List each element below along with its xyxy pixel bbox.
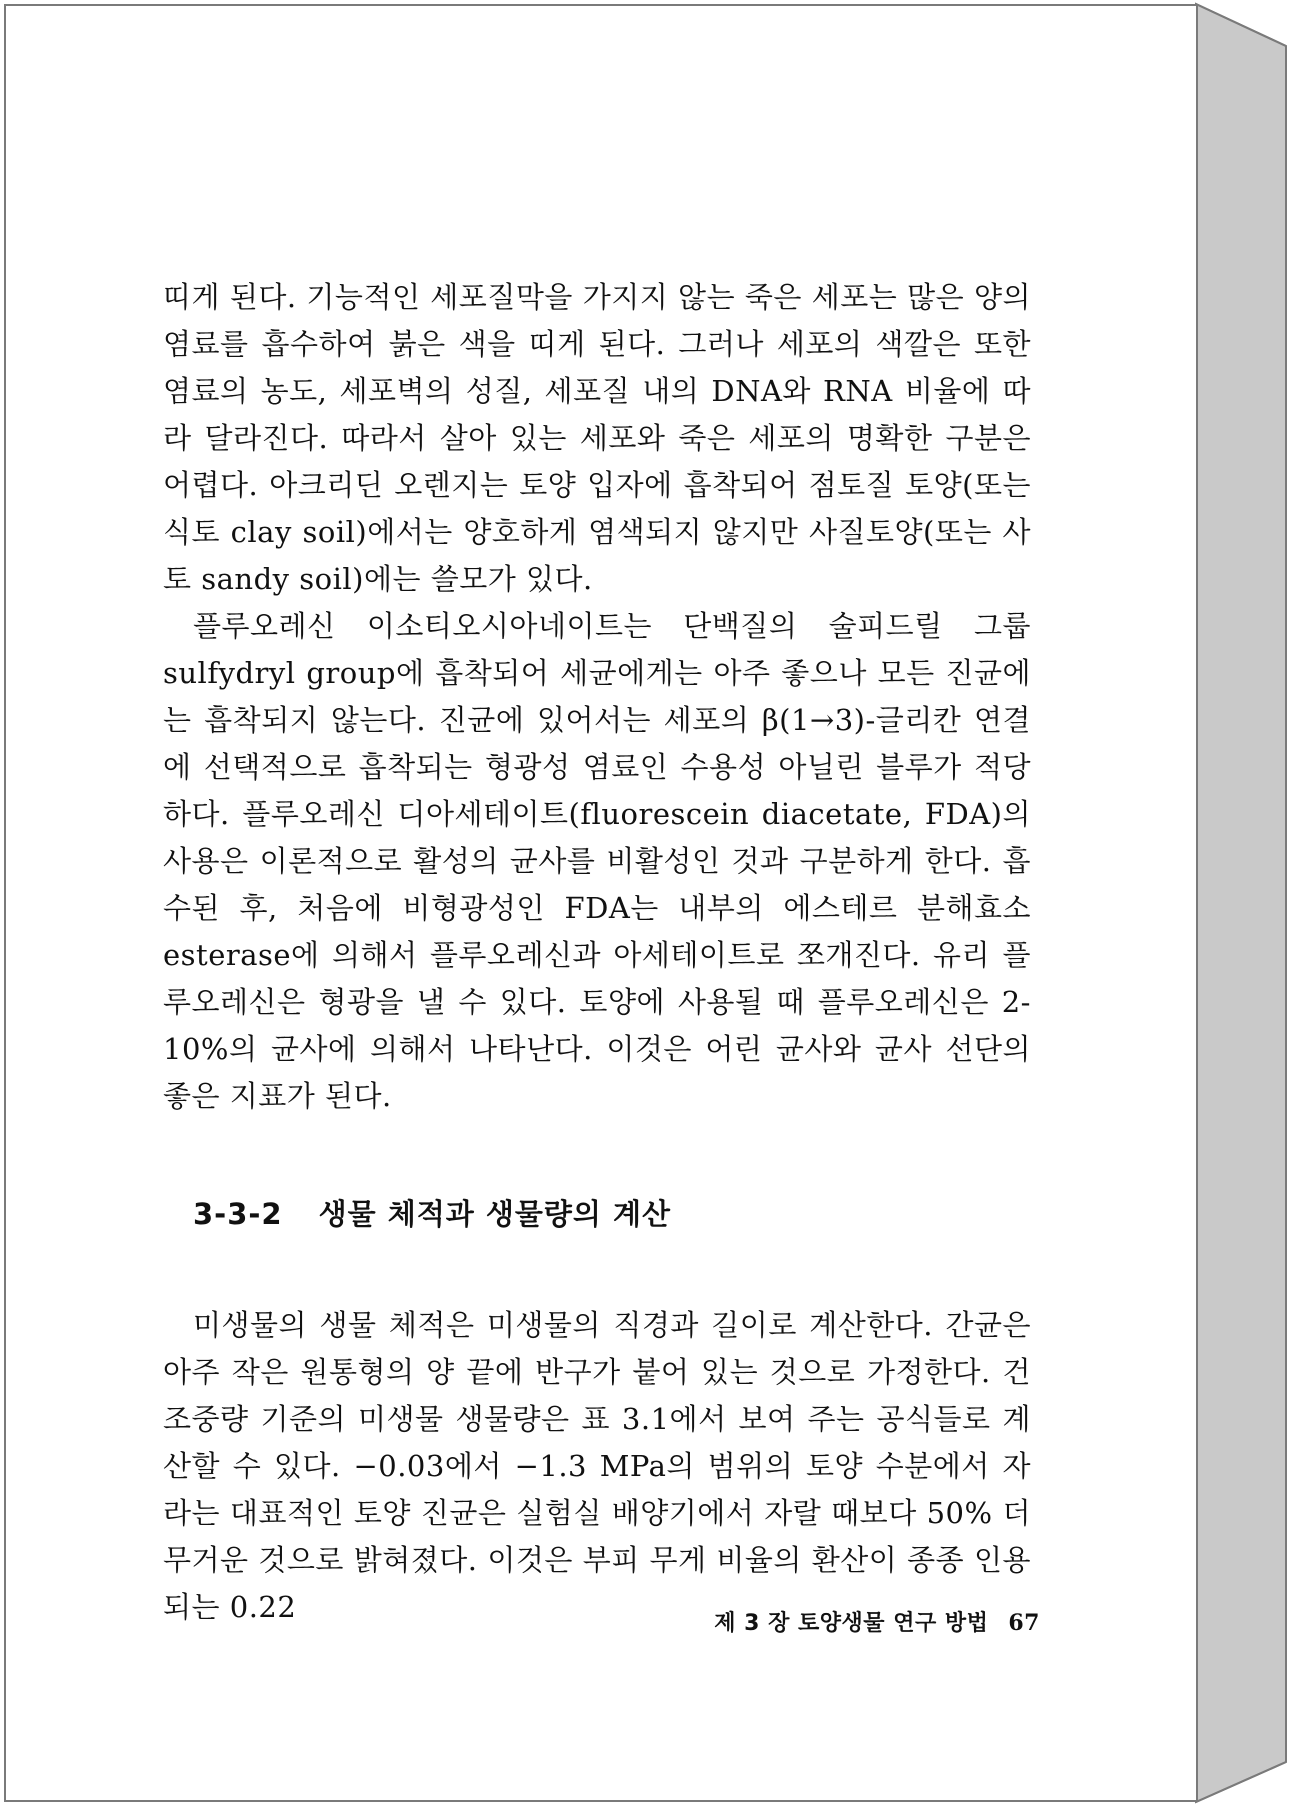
paragraph-fluorescein: 플루오레신 이소티오시아네이트는 단백질의 술피드릴 그룹 sulfydryl group에 흡착되어 세균에게는 아주 좋으나 모든 진균에는 흡착되지 않는다. 진균에 있어서는 세포의 β(1→3)-글리칸 연결에 선택적으로 흡착되는 형광성 염료인 수용성 아닐린 블루가 적당하다. 플루오레신 디아세테이트(fluorescein diacetate, FDA)의 사용은 이론적으로 활성의 균사를 비활성인 것과 구분하게 한다. 흡수된 후, 처음에 비형광성인 FDA는 내부의 에스테르 분해효소 esterase에 의해서 플루오레신과 아세테이트로 쪼개진다. 유리 플루오레신은 형광을 낼 수 있다. 토양에 사용될 때 플루오레신은 2-10%의 균사에 의해서 나타난다. 이것은 어린 균사와 균사 선단의 좋은 지표가 된다.	[163, 609, 1031, 1113]
section-heading	[163, 1194, 1031, 1234]
section-title: 생물 체적과 생물량의 계산	[318, 1197, 672, 1231]
spine-face	[1196, 4, 1286, 1802]
paragraph-stain-dyes: 띠게 된다. 기능적인 세포질막을 가지지 않는 죽은 세포는 많은 양의 염료를 흡수하여 붉은 색을 띠게 된다. 그러나 세포의 색깔은 또한 염료의 농도, 세포벽의 성질, 세포질 내의 DNA와 RNA 비율에 따라 달라진다. 따라서 살아 있는 세포와 죽은 세포의 명확한 구분은 어렵다. 아크리딘 오렌지는 토양 입자에 흡착되어 점토질 토양(또는 식토 clay soil)에서는 양호하게 염색되지 않지만 사질토양(또는 사토 sandy soil)에는 쓸모가 있다.	[163, 280, 1031, 596]
paragraph-biovolume: 미생물의 생물 체적은 미생물의 직경과 길이로 계산한다. 간균은 아주 작은 원통형의 양 끝에 반구가 붙어 있는 것으로 가정한다. 건조중량 기준의 미생물 생물량은 표 3.1에서 보여 주는 공식들로 계산할 수 있다. −0.03에서 −1.3 MPa의 범위의 토양 수분에서 자라는 대표적인 토양 진균은 실험실 배양기에서 자랄 때보다 50% 더 무거운 것으로 밝혀졌다. 이것은 부피 무게 비율의 환산이 종종 인용되는 0.22	[163, 1308, 1031, 1624]
page-body	[163, 274, 1031, 1631]
page-footer	[640, 1606, 1040, 1637]
section-number: 3-3-2	[193, 1197, 283, 1231]
chapter-title: 제 3 장 토양생물 연구 방법	[714, 1611, 989, 1636]
page-number: 67	[1008, 1610, 1040, 1636]
